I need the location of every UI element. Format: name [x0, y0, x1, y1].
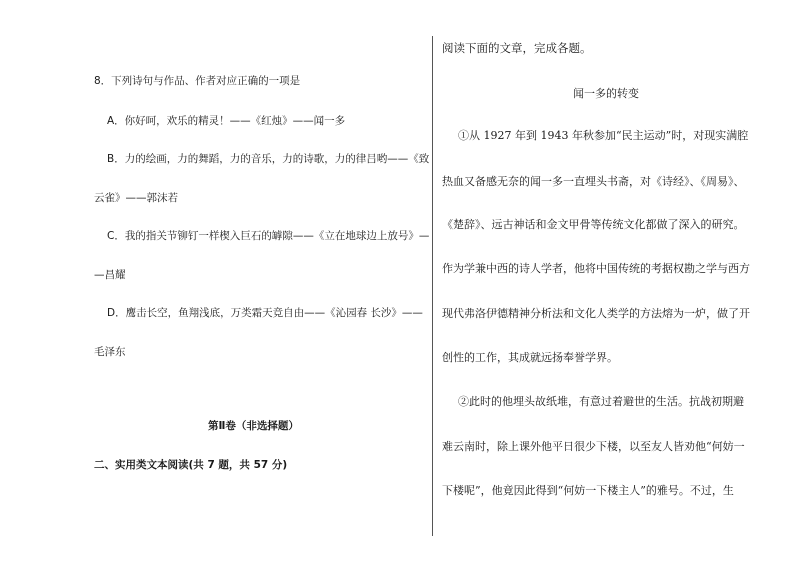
- option-c-line1: C．我的指关节铆钉一样楔入巨石的罅隙——《立在地球边上放号》—: [107, 230, 430, 242]
- section-title: 第Ⅱ卷（非选择题）: [208, 420, 299, 432]
- article-line: 热血又备感无奈的闻一多一直埋头书斋，对《诗经》、《周易》、: [442, 175, 745, 188]
- article-line: 《楚辞》、远古神话和金文甲骨等传统文化都做了深入的研究。: [442, 218, 745, 231]
- option-c-line2: —昌耀: [94, 269, 126, 281]
- article-line: 创性的工作，其成就远扬奉誉学界。: [442, 351, 618, 364]
- column-divider: [432, 36, 433, 536]
- option-b-line2: 云雀》——郭沫若: [94, 192, 178, 204]
- option-b-line1: B．力的绘画，力的舞蹈，力的音乐，力的诗歌，力的律吕哟——《致: [107, 153, 430, 165]
- article-line: 下楼呢”，他竟因此得到“何妨一下楼主人”的雅号。不过，生: [442, 484, 734, 497]
- question-8-stem: 8．下列诗句与作品、作者对应正确的一项是: [94, 75, 301, 87]
- option-d-line1: D．鹰击长空，鱼翔浅底，万类霜天竞自由——《沁园春 长沙》——: [107, 307, 423, 319]
- article-line: 现代弗洛伊德精神分析法和文化人类学的方法熔为一炉，做了开: [442, 307, 750, 320]
- article-line: ②此时的他埋头故纸堆，有意过着避世的生活。抗战初期避: [458, 395, 744, 408]
- article-line: 作为学兼中西的诗人学者，他将中国传统的考据权勘之学与西方: [442, 262, 750, 275]
- article-title: 闻一多的转变: [573, 87, 639, 100]
- article-line: 难云南时，除上课外他平日很少下楼，以至友人皆劝他“何妨一: [442, 440, 745, 453]
- article-line: ①从 1927 年到 1943 年秋参加“民主运动”时，对现实满腔: [458, 129, 749, 142]
- reading-instruction: 阅读下面的文章，完成各题。: [442, 41, 592, 55]
- option-d-line2: 毛泽东: [94, 346, 126, 358]
- part-two-heading: 二、实用类文本阅读(共 7 题，共 57 分): [94, 459, 288, 471]
- option-a: A．你好呵，欢乐的精灵！——《红烛》——闻一多: [107, 115, 346, 127]
